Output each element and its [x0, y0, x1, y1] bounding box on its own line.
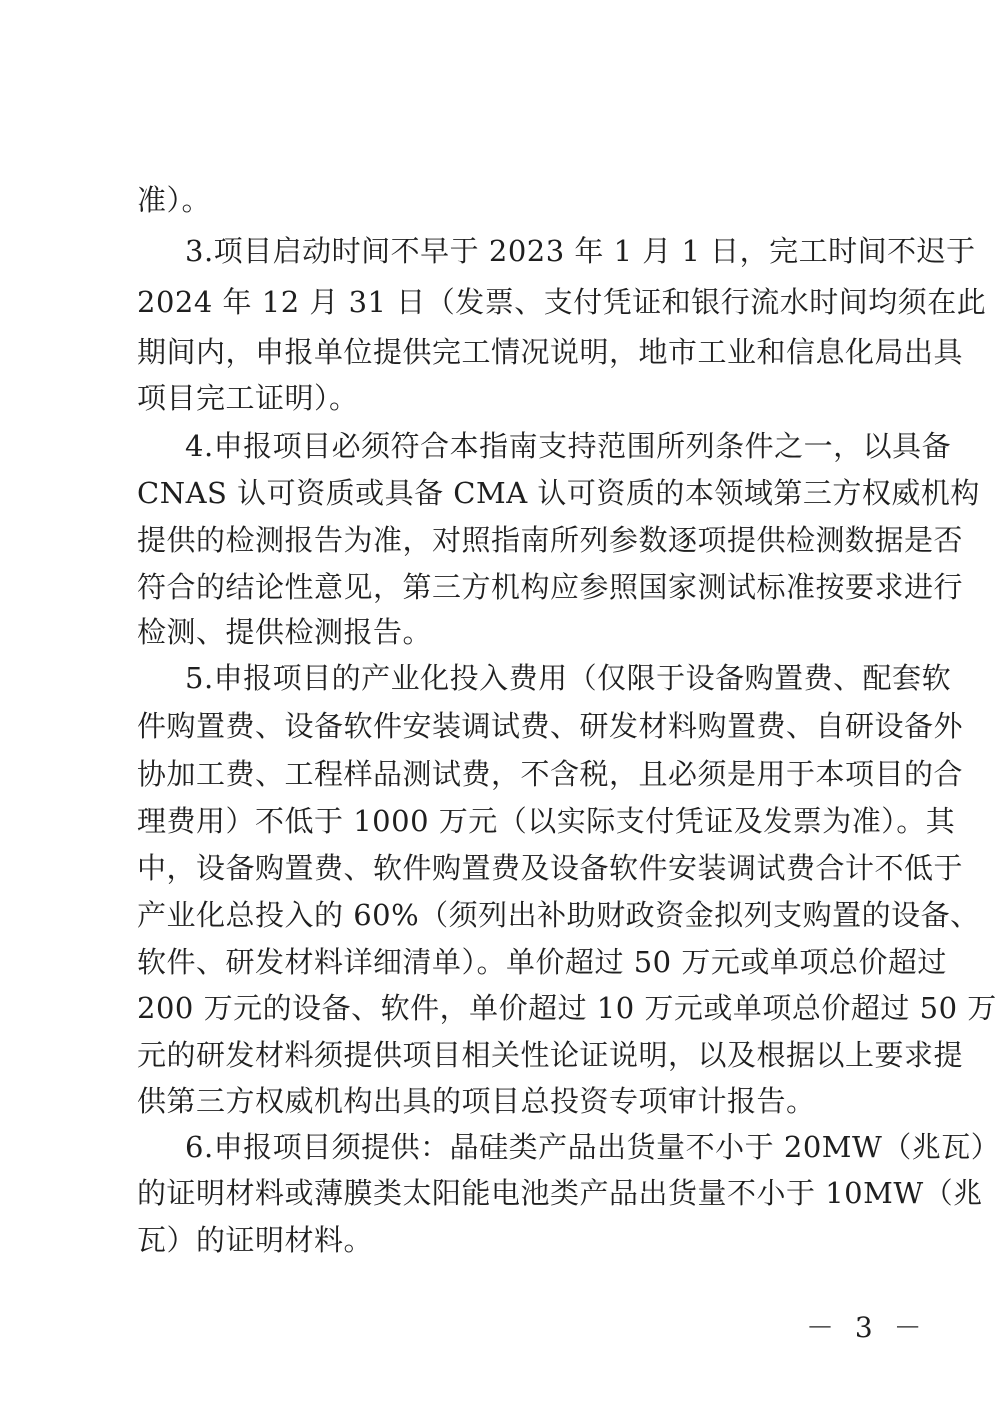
paragraph-4-line-1: 4.申报项目必须符合本指南支持范围所列条件之一，以具备	[185, 429, 952, 463]
paragraph-2-line-end: 准）。	[137, 183, 212, 217]
paragraph-3-line-3: 期间内，申报单位提供完工情况说明，地市工业和信息化局出具	[137, 335, 964, 369]
paragraph-5-line-7: 软件、研发材料详细清单）。单价超过 50 万元或单项总价超过	[137, 945, 947, 979]
paragraph-5-line-5: 中，设备购置费、软件购置费及设备软件安装调试费合计不低于	[137, 851, 964, 885]
paragraph-5-line-1: 5.申报项目的产业化投入费用（仅限于设备购置费、配套软	[185, 661, 952, 695]
paragraph-5-line-9: 元的研发材料须提供项目相关性论证说明，以及根据以上要求提	[137, 1038, 964, 1072]
paragraph-5-line-6: 产业化总投入的 60%（须列出补助财政资金拟列支购置的设备、	[137, 898, 980, 932]
page-number: － 3 －	[806, 1311, 928, 1344]
paragraph-4-line-2: CNAS 认可资质或具备 CMA 认可资质的本领域第三方权威机构	[137, 476, 980, 510]
paragraph-4-line-4: 符合的结论性意见，第三方机构应参照国家测试标准按要求进行	[137, 570, 964, 604]
paragraph-3-line-4: 项目完工证明）。	[137, 381, 359, 415]
paragraph-3-line-1: 3.项目启动时间不早于 2023 年 1 月 1 日，完工时间不迟于	[185, 234, 976, 268]
paragraph-5-line-4: 理费用）不低于 1000 万元（以实际支付凭证及发票为准）。其	[137, 804, 956, 838]
paragraph-6-line-3: 瓦）的证明材料。	[137, 1223, 374, 1257]
paragraph-5-line-3: 协加工费、工程样品测试费，不含税，且必须是用于本项目的合	[137, 757, 964, 791]
paragraph-5-line-2: 件购置费、设备软件安装调试费、研发材料购置费、自研设备外	[137, 709, 964, 743]
paragraph-4-line-5: 检测、提供检测报告。	[137, 615, 433, 649]
paragraph-6-line-1: 6.申报项目须提供：晶硅类产品出货量不小于 20MW（兆瓦）	[185, 1130, 1000, 1164]
paragraph-6-line-2: 的证明材料或薄膜类太阳能电池类产品出货量不小于 10MW（兆	[137, 1176, 983, 1210]
paragraph-5-line-10: 供第三方权威机构出具的项目总投资专项审计报告。	[137, 1084, 816, 1118]
paragraph-3-line-2: 2024 年 12 月 31 日（发票、支付凭证和银行流水时间均须在此	[137, 285, 987, 319]
paragraph-5-line-8: 200 万元的设备、软件，单价超过 10 万元或单项总价超过 50 万	[137, 991, 997, 1025]
paragraph-4-line-3: 提供的检测报告为准，对照指南所列参数逐项提供检测数据是否	[137, 523, 964, 557]
